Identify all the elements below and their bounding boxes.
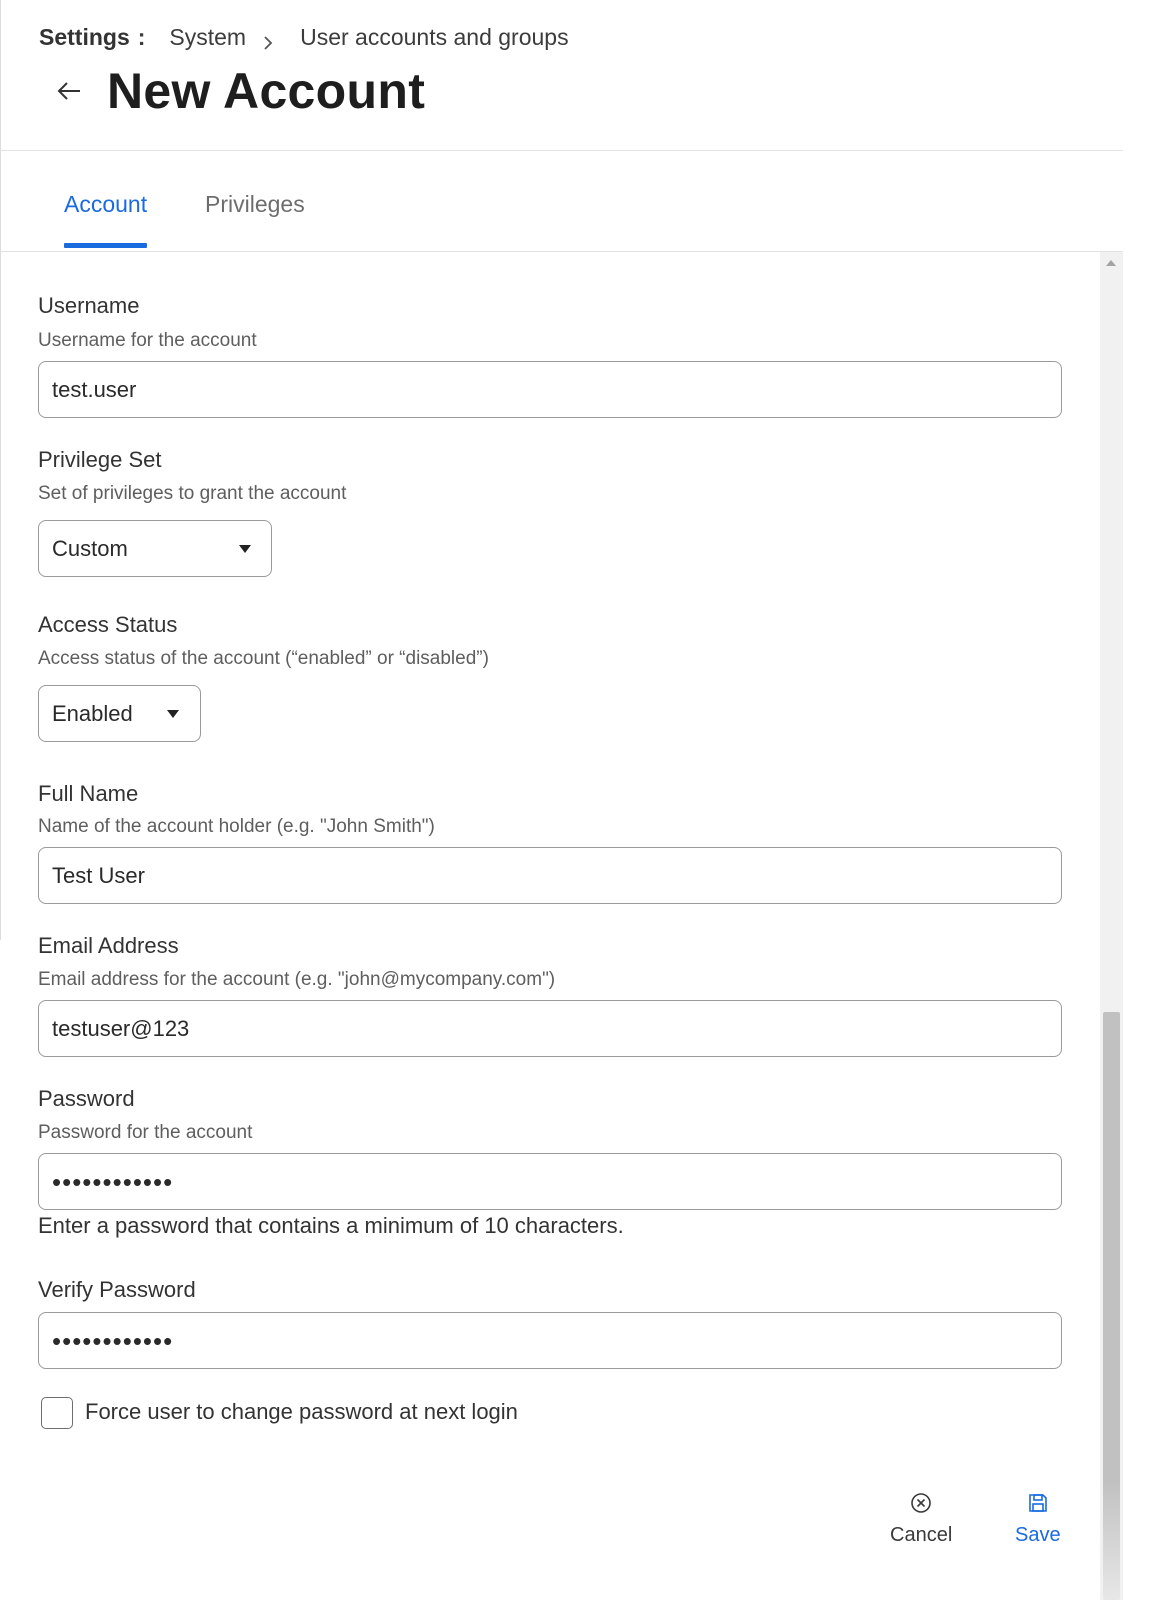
verify-password-input[interactable]: •••••••••••• — [38, 1312, 1062, 1369]
privilege-set-label: Privilege Set — [38, 447, 162, 472]
verify-password-label: Verify Password — [38, 1277, 196, 1302]
username-label: Username — [38, 293, 140, 318]
full-name-help: Name of the account holder (e.g. "John Smith") — [38, 816, 435, 837]
breadcrumb — [39, 24, 569, 51]
privilege-set-help: Set of privileges to grant the account — [38, 483, 347, 504]
breadcrumb-user-accounts[interactable]: User accounts and groups — [300, 24, 569, 50]
page-title: New Account — [107, 63, 426, 119]
tab-bar — [0, 151, 1123, 252]
save-button[interactable] — [1015, 1490, 1061, 1547]
caret-down-icon — [239, 545, 251, 553]
username-input[interactable]: test.user — [38, 361, 1062, 418]
breadcrumb-settings[interactable]: Settings — [39, 24, 130, 50]
force-change-label[interactable]: Force user to change password at next login — [85, 1399, 518, 1424]
breadcrumb-colon: : — [137, 24, 146, 50]
title-row — [51, 62, 425, 120]
page-header — [0, 0, 1123, 151]
password-label: Password — [38, 1086, 135, 1111]
password-help: Password for the account — [38, 1122, 253, 1143]
save-label: Save — [1015, 1524, 1061, 1546]
privilege-set-value: Custom — [52, 535, 128, 561]
close-circle-icon — [908, 1490, 934, 1516]
caret-down-icon — [167, 710, 179, 718]
email-input[interactable]: testuser@123 — [38, 1000, 1062, 1057]
full-name-label: Full Name — [38, 781, 139, 806]
scrollbar-thumb[interactable] — [1103, 1012, 1120, 1600]
access-status-select[interactable] — [38, 685, 201, 742]
chevron-right-icon — [262, 30, 274, 46]
access-status-label: Access Status — [38, 612, 178, 637]
scroll-up-arrow-icon[interactable] — [1106, 260, 1116, 266]
cancel-label: Cancel — [890, 1524, 953, 1546]
email-help: Email address for the account (e.g. "john@mycompany.com") — [38, 969, 556, 990]
floppy-disk-icon — [1025, 1490, 1051, 1516]
tab-account[interactable]: Account — [64, 191, 148, 217]
password-input[interactable]: •••••••••••• — [38, 1153, 1062, 1210]
username-help: Username for the account — [38, 330, 257, 351]
email-label: Email Address — [38, 933, 179, 958]
cancel-button[interactable] — [890, 1490, 952, 1547]
content-left-border — [0, 252, 1, 940]
access-status-help: Access status of the account (“enabled” or “disabled”) — [38, 648, 489, 669]
tab-privileges[interactable]: Privileges — [205, 191, 305, 217]
full-name-input[interactable]: Test User — [38, 847, 1062, 904]
privilege-set-select[interactable] — [38, 520, 272, 577]
force-change-checkbox[interactable] — [41, 1397, 73, 1429]
password-hint: Enter a password that contains a minimum of 10 characters. — [38, 1213, 624, 1238]
access-status-value: Enabled — [52, 700, 133, 726]
breadcrumb-system[interactable]: System — [169, 24, 247, 50]
arrow-left-icon[interactable] — [51, 73, 87, 109]
vertical-scrollbar[interactable] — [1100, 252, 1123, 1600]
